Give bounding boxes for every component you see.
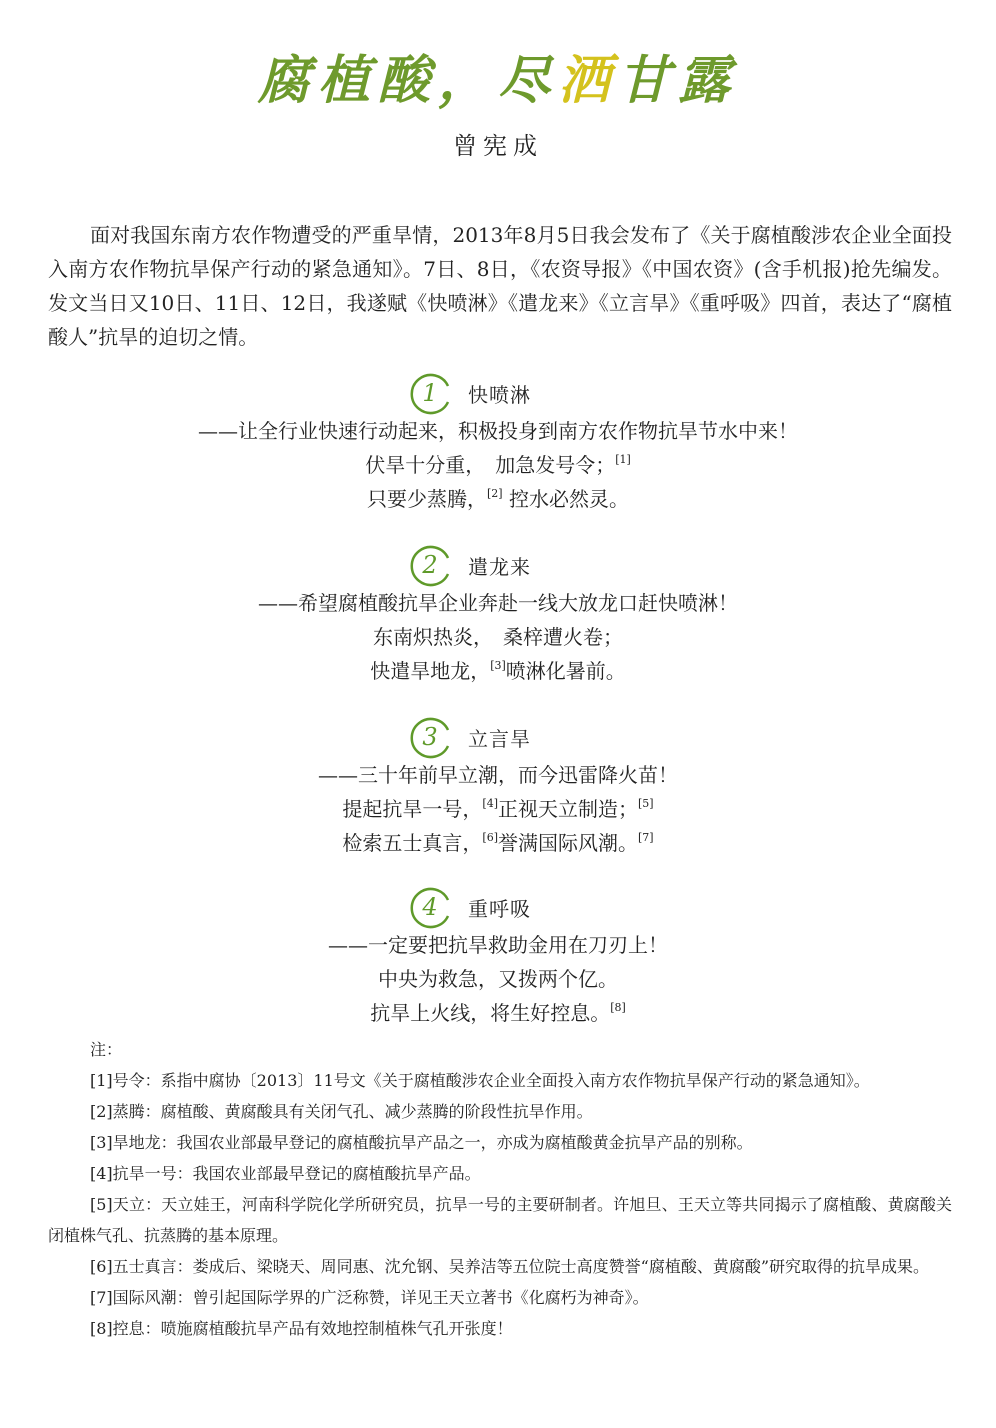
svg-text:1: 1: [422, 379, 438, 407]
poem-header: [408, 370, 531, 416]
poem-line-1: 东南炽热炎， 桑梓遭火卷；: [373, 625, 623, 649]
poem-subtitle: ——一定要把抗旱救助金用在刀刃上！: [328, 933, 668, 957]
poem-line-2: 检索五士真言，[6]誉满国际风潮。[7]: [342, 831, 654, 855]
footnote-item: [1]号令：系指中腐协〔2013〕11号文《关于腐植酸涉农企业全面投入南方农作物抗旱保产行动的紧急通知》。: [90, 1071, 870, 1090]
number-4-icon: [408, 884, 454, 930]
poem-header: [408, 542, 531, 588]
footnote-ref: [2]: [487, 487, 503, 500]
svg-text:4: 4: [422, 893, 438, 921]
poem-header: [408, 884, 531, 930]
poem-title: 立言旱: [468, 726, 531, 751]
poem-line-1: 伏旱十分重， 加急发号令；[1]: [365, 453, 631, 477]
poem-header: [408, 714, 531, 760]
page-title: [0, 46, 996, 116]
title-part-2: 尽: [497, 50, 558, 111]
poem-subtitle: ——希望腐植酸抗旱企业奔赴一线大放龙口赶快喷淋！: [258, 591, 738, 615]
poem-subtitle: ——三十年前早立潮，而今迅雷降火苗！: [318, 763, 678, 787]
title-highlight: 洒: [558, 50, 619, 111]
poem-line-1: 中央为救急，又拨两个亿。: [378, 967, 618, 991]
footnotes: [48, 1034, 952, 1344]
poem-line-1: 提起抗旱一号，[4]正视天立制造；[5]: [342, 797, 654, 821]
footnote-ref: [3]: [490, 659, 506, 672]
poem-title: 遣龙来: [468, 554, 531, 579]
footnote-ref: [4]: [482, 797, 498, 810]
footnote-item: [8]控息：喷施腐植酸抗旱产品有效地控制植株气孔开张度！: [90, 1319, 513, 1338]
number-3-icon: [408, 714, 454, 760]
notes-heading: 注：: [90, 1040, 123, 1059]
footnote-item: [3]旱地龙：我国农业部最早登记的腐植酸抗旱产品之一，亦成为腐植酸黄金抗旱产品的别称。: [90, 1133, 753, 1152]
intro-paragraph: 面对我国东南方农作物遭受的严重旱情，2013年8月5日我会发布了《关于腐植酸涉农企业全面投入南方农作物抗旱保产行动的紧急通知》。7日、8日，《农资导报》《中国农资》(含手机报)抢先编发。发文当日又10日、11日、12日，我遂赋《快喷淋》《遣龙来》《立言旱》《重呼吸》四首，表达了“腐植酸人”抗旱的迫切之情。: [48, 223, 952, 349]
svg-text:3: 3: [422, 723, 438, 751]
poem-title: 快喷淋: [468, 382, 531, 407]
poem-subtitle: ——让全行业快速行动起来，积极投身到南方农作物抗旱节水中来！: [198, 419, 798, 443]
poem-title: 重呼吸: [468, 896, 531, 921]
svg-text:2: 2: [422, 551, 438, 579]
author: 曾宪成: [453, 132, 543, 160]
number-1-icon: [408, 370, 454, 416]
footnote-item: [2]蒸腾：腐植酸、黄腐酸具有关闭气孔、减少蒸腾的阶段性抗旱作用。: [90, 1102, 593, 1121]
footnote-item: [6]五士真言：娄成后、梁晓天、周同惠、沈允钢、吴养洁等五位院士高度赞誉“腐植酸、黄腐酸”研究取得的抗旱成果。: [90, 1257, 930, 1276]
number-2-icon: [408, 542, 454, 588]
footnote-item: [4]抗旱一号：我国农业部最早登记的腐植酸抗旱产品。: [90, 1164, 481, 1183]
footnote-item: [5]天立：天立娃王，河南科学院化学所研究员，抗旱一号的主要研制者。许旭旦、王天立等共同揭示了腐植酸、黄腐酸关闭植株气孔、抗蒸腾的基本原理。: [48, 1195, 952, 1245]
footnote-ref: [8]: [610, 1001, 626, 1014]
poem-line-2: 只要少蒸腾，[2] 控水必然灵。: [367, 487, 629, 511]
footnote-item: [7]国际风潮：曾引起国际学界的广泛称赞，详见王天立著书《化腐朽为神奇》。: [90, 1288, 649, 1307]
footnote-ref: [5]: [638, 797, 654, 810]
footnote-ref: [6]: [482, 831, 498, 844]
poem-line-2: 抗旱上火线，将生好控息。[8]: [370, 1001, 626, 1025]
poem-line-2: 快遣旱地龙，[3]喷淋化暑前。: [370, 659, 626, 683]
title-part-4: 甘露: [618, 50, 739, 111]
title-part-1: 腐植酸，: [257, 50, 498, 111]
footnote-ref: [7]: [638, 831, 654, 844]
footnote-ref: [1]: [615, 453, 631, 466]
